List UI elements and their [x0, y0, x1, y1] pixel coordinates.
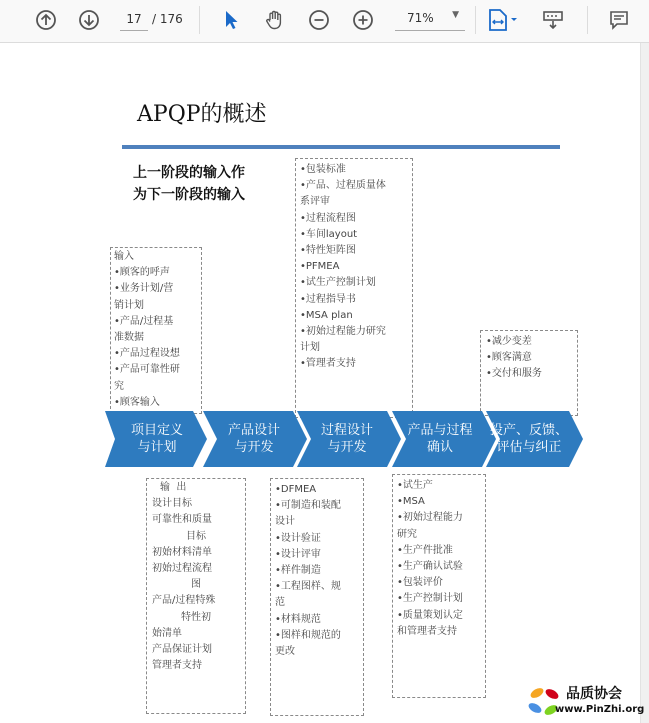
page-total: / 176 — [152, 12, 183, 26]
box-line: •图样和规范的 — [275, 629, 341, 641]
box-line: •顾客满意 — [486, 352, 532, 364]
box-line: 输入 — [114, 251, 134, 262]
chevron-down-icon: ▼ — [452, 10, 459, 20]
watermark-url: www.PinZhi.org — [555, 704, 645, 715]
process-input-box — [295, 158, 413, 418]
box-line: 计划 — [300, 342, 320, 354]
output-box — [146, 478, 246, 714]
step-label: 确认 — [426, 440, 453, 455]
box-line: •产品/过程基 — [114, 315, 174, 327]
box-line: 初始材料清单 — [152, 546, 212, 558]
box-line: •顾客的呼声 — [114, 267, 170, 279]
box-line: 输 出 — [160, 482, 187, 493]
box-line: 设计 — [275, 516, 295, 528]
watermark-name: 品质协会 — [566, 686, 622, 702]
box-line: 目标 — [186, 530, 206, 542]
box-line: •特性矩阵图 — [300, 245, 356, 257]
box-line: •过程流程图 — [300, 212, 356, 224]
step-process-design — [303, 411, 391, 467]
box-line: •包装标准 — [300, 164, 346, 175]
box-line: 系评审 — [300, 196, 330, 208]
box-line: 初始过程流程 — [152, 563, 212, 575]
toolbar-divider — [587, 6, 588, 34]
vertical-scrollbar[interactable] — [640, 43, 649, 723]
validation-box — [392, 474, 486, 698]
step-validation — [397, 411, 483, 467]
step-label: 与计划 — [137, 440, 177, 455]
step-label: 与开发 — [234, 440, 274, 455]
box-line: 可靠性和质量 — [152, 514, 212, 526]
box-line: •包装评价 — [397, 577, 443, 589]
fit-width-icon[interactable] — [486, 7, 522, 33]
subtitle-line: 为下一阶段的输入 — [133, 187, 245, 203]
box-line: •业务计划/营 — [114, 283, 174, 295]
comment-icon[interactable] — [606, 7, 632, 33]
box-line: •顾客输入 — [114, 396, 160, 408]
box-line: 图 — [191, 579, 201, 591]
step-label: 产品与过程 — [407, 423, 473, 438]
box-line: 特性初 — [181, 611, 211, 623]
box-line: 范 — [275, 597, 285, 609]
box-line: •MSA — [397, 496, 425, 508]
box-line: •车间layout — [300, 228, 358, 240]
box-line: •管理者支持 — [300, 358, 356, 370]
step-label: 与开发 — [327, 440, 367, 455]
box-line: 始清单 — [152, 627, 182, 639]
box-line: •PFMEA — [300, 261, 340, 273]
feedback-box — [480, 330, 578, 416]
box-line: •设计评审 — [275, 548, 321, 560]
box-line: 和管理者支持 — [397, 625, 457, 637]
page-down-icon[interactable] — [76, 7, 102, 33]
hand-pan-icon[interactable] — [262, 7, 288, 33]
step-label: 投产、反馈、 — [489, 423, 568, 438]
step-label: 评估与纠正 — [496, 440, 562, 455]
input-box — [110, 247, 202, 414]
title-underline — [122, 145, 560, 149]
box-line: 产品保证计划 — [152, 644, 212, 656]
step-production-feedback — [484, 411, 574, 467]
box-line: •DFMEA — [275, 484, 317, 495]
box-line: •产品可靠性研 — [114, 364, 180, 376]
pdf-toolbar — [0, 0, 649, 43]
box-line: •产品、过程质量体 — [300, 180, 386, 192]
box-line: •设计验证 — [275, 532, 321, 544]
box-line: •可制造和装配 — [275, 500, 341, 512]
box-line: •生产确认试验 — [397, 561, 463, 573]
box-line: •材料规范 — [275, 613, 321, 625]
box-line: 销计划 — [114, 299, 144, 311]
slide-subtitle — [133, 162, 245, 206]
subtitle-line: 上一阶段的输入作 — [133, 165, 245, 181]
step-label: 项目定义 — [130, 423, 183, 438]
select-arrow-icon[interactable] — [220, 7, 242, 33]
step-project-definition — [112, 411, 202, 467]
toolbar-divider — [475, 6, 476, 34]
box-line: 究 — [114, 380, 124, 392]
box-line: •试生产 — [397, 480, 433, 491]
zoom-select[interactable] — [395, 8, 465, 31]
slide-title: APQP的概述 — [137, 102, 267, 127]
box-line: 设计目标 — [152, 498, 192, 510]
box-line: •初始过程能力 — [397, 512, 463, 524]
zoom-value: 71% — [407, 11, 434, 25]
box-line: •生产控制计划 — [397, 593, 463, 605]
box-line: •MSA plan — [300, 309, 353, 321]
scroll-mode-icon[interactable] — [540, 7, 566, 33]
design-output-box — [270, 478, 364, 716]
zoom-out-icon[interactable] — [306, 7, 332, 33]
step-product-design — [210, 411, 298, 467]
box-line: 产品/过程特殊 — [152, 595, 216, 607]
box-line: •初始过程能力研究 — [300, 326, 386, 338]
toolbar-divider — [199, 6, 200, 34]
page-number-input[interactable]: 17 — [120, 8, 148, 31]
box-line: •质量策划认定 — [397, 609, 463, 621]
box-line: •过程指导书 — [300, 293, 356, 305]
step-label: 产品设计 — [227, 423, 280, 438]
box-line: •工程图样、规 — [275, 581, 341, 593]
box-line: •生产件批准 — [397, 544, 453, 556]
box-line: •减少变差 — [486, 336, 532, 347]
zoom-in-icon[interactable] — [350, 7, 376, 33]
box-line: •试生产控制计划 — [300, 277, 376, 289]
box-line: 研究 — [397, 528, 417, 540]
box-line: 管理者支持 — [152, 660, 202, 672]
box-line: •交付和服务 — [486, 368, 542, 380]
box-line: 更改 — [275, 646, 295, 658]
box-line: •产品过程设想 — [114, 348, 180, 360]
page-up-icon[interactable] — [33, 7, 59, 33]
box-line: •样件制造 — [275, 565, 321, 577]
step-label: 过程设计 — [320, 423, 373, 438]
box-line: 准数据 — [114, 332, 144, 344]
